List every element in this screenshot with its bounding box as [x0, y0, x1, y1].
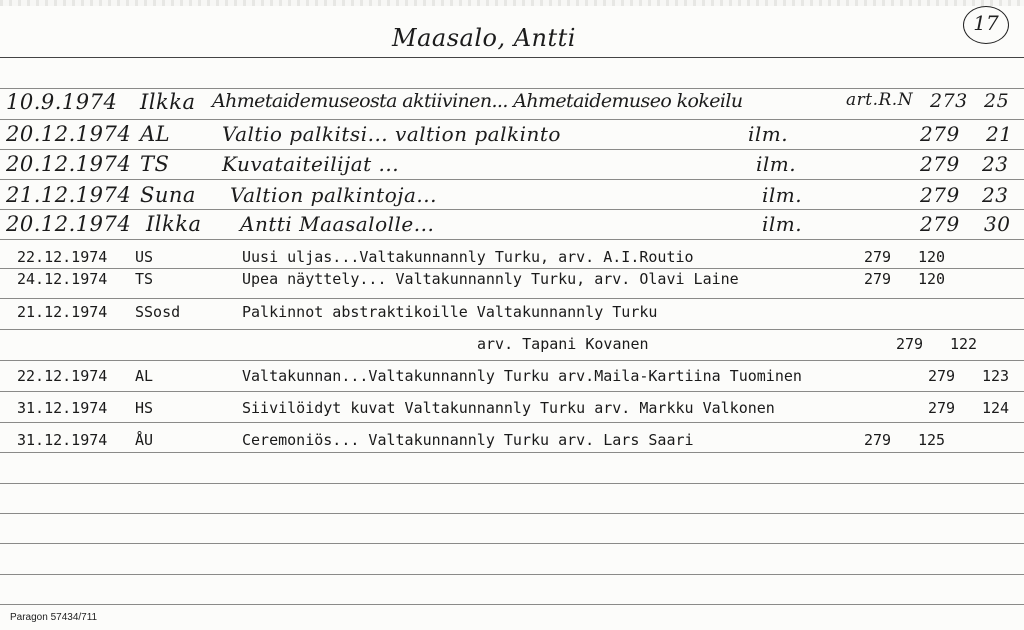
entry-type: ilm.	[762, 212, 803, 236]
card-heading: Maasalo, Antti	[392, 24, 576, 52]
entry-paper: Ilkka	[140, 90, 196, 114]
entry-date: 20.12.1974	[6, 122, 132, 146]
rule-line	[0, 543, 1024, 544]
entry-title: Antti Maasalolle...	[240, 212, 435, 236]
rule-line	[0, 422, 1024, 423]
entry-date: 22.12.1974	[17, 367, 108, 385]
card-number: 17	[973, 11, 999, 35]
entry-type: ilm.	[762, 183, 803, 207]
entry-paper: Suna	[140, 183, 196, 207]
entry-text: Uusi uljas...Valtakunnannly Turku, arv. A.I.Routio	[242, 248, 694, 266]
entry-type: ilm.	[756, 152, 797, 176]
entry-ref2: 23	[982, 152, 1009, 176]
rule-line	[0, 268, 1024, 269]
entry-date: 20.12.1974	[6, 152, 132, 176]
rule-line	[0, 329, 1024, 330]
entry-ref2: 124	[982, 399, 1010, 417]
entry-date: 31.12.1974	[17, 431, 108, 449]
entry-title: Ahmetaidemuseosta aktiivinen... Ahmetaidemuseo kokeilu	[212, 90, 743, 112]
entry-ref2: 120	[918, 270, 946, 288]
entry-ref2: 122	[950, 335, 978, 353]
entry-ref1: 279	[928, 367, 956, 385]
entry-paper: AL	[140, 122, 171, 146]
entry-paper: TS	[140, 152, 170, 176]
entry-date: 24.12.1974	[17, 270, 108, 288]
entry-text: arv. Tapani Kovanen	[477, 335, 649, 353]
rule-line	[0, 360, 1024, 361]
card-footer: Paragon 57434/711	[10, 612, 98, 623]
entry-ref1: 279	[920, 212, 960, 236]
entry-date: 20.12.1974	[6, 212, 132, 236]
entry-ref2: 21	[986, 122, 1013, 146]
entry-paper: SSosd	[135, 303, 181, 321]
rule-line	[0, 57, 1024, 58]
rule-line	[0, 452, 1024, 453]
card-top-edge	[0, 0, 1024, 6]
entry-ref1: 273	[930, 90, 968, 112]
entry-ref1: 279	[864, 270, 892, 288]
entry-ref1: 279	[920, 183, 960, 207]
entry-text: Ceremoniös... Valtakunnannly Turku arv. Lars Saari	[242, 431, 694, 449]
entry-ref2: 125	[918, 431, 946, 449]
entry-paper: HS	[135, 399, 154, 417]
entry-ref2: 120	[918, 248, 946, 266]
entry-date: 21.12.1974	[6, 183, 132, 207]
rule-line	[0, 119, 1024, 120]
entry-date: 31.12.1974	[17, 399, 108, 417]
entry-ref1: 279	[864, 431, 892, 449]
entry-paper: ÅU	[135, 431, 154, 449]
entry-ref2: 23	[982, 183, 1009, 207]
entry-date: 10.9.1974	[6, 90, 118, 114]
rule-line	[0, 513, 1024, 514]
entry-text: Valtakunnan...Valtakunnannly Turku arv.Maila-Kartiina Tuominen	[242, 367, 802, 385]
entry-text: Palkinnot abstraktikoille Valtakunnannly Turku	[242, 303, 658, 321]
entry-text: Siivilöidyt kuvat Valtakunnannly Turku arv. Markku Valkonen	[242, 399, 775, 417]
rule-line	[0, 298, 1024, 299]
rule-line	[0, 149, 1024, 150]
rule-line	[0, 209, 1024, 210]
rule-line	[0, 391, 1024, 392]
entry-paper: Ilkka	[146, 212, 202, 236]
entry-ref1: 279	[896, 335, 924, 353]
card-number-circle	[963, 6, 1009, 44]
entry-title: Kuvataiteilijat ...	[222, 152, 400, 176]
entry-ref2: 25	[984, 90, 1010, 112]
entry-ref1: 279	[920, 152, 960, 176]
entry-ref1: 279	[928, 399, 956, 417]
rule-line	[0, 88, 1024, 89]
rule-line	[0, 574, 1024, 575]
entry-date: 21.12.1974	[17, 303, 108, 321]
rule-line	[0, 179, 1024, 180]
entry-paper: AL	[135, 367, 154, 385]
entry-date: 22.12.1974	[17, 248, 108, 266]
entry-ref2: 30	[984, 212, 1011, 236]
entry-paper: US	[135, 248, 154, 266]
entry-type: ilm.	[748, 122, 789, 146]
entry-ref1: 279	[920, 122, 960, 146]
entry-title: Valtio palkitsi... valtion palkinto	[222, 122, 561, 146]
entry-title: Valtion palkintoja...	[230, 183, 437, 207]
rule-line	[0, 604, 1024, 605]
rule-line	[0, 239, 1024, 240]
entry-paper: TS	[135, 270, 154, 288]
entry-text: Upea näyttely... Valtakunnannly Turku, arv. Olavi Laine	[242, 270, 739, 288]
entry-type: art.R.N	[846, 90, 914, 110]
entry-ref2: 123	[982, 367, 1010, 385]
rule-line	[0, 483, 1024, 484]
entry-ref1: 279	[864, 248, 892, 266]
